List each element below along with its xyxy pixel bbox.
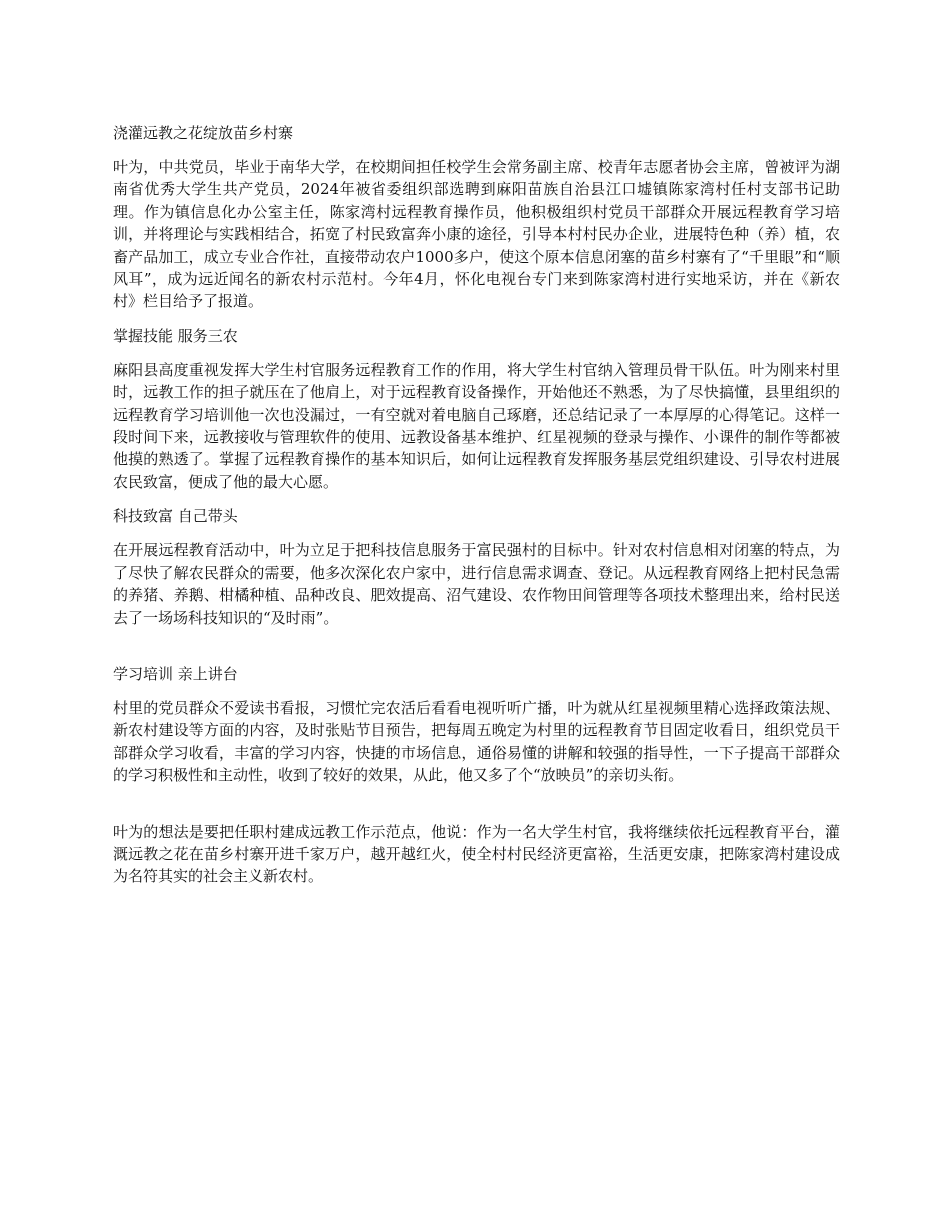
closing-paragraph: 叶为的想法是要把任职村建成远教工作示范点，他说：作为一名大学生村官，我将继续依托远程教育平台，灌溉远教之花在苗乡村寨开进千家万户，越开越红火，使全村村民经济更富裕，生活更安康，把陈家湾村建设成为名符其实的社会主义新农村。 [113,822,840,886]
document-title: 浇灌远教之花绽放苗乡村寨 [113,124,294,142]
section-body-tech: 在开展远程教育活动中，叶为立足于把科技信息服务于富民强村的目标中。针对农村信息相对闭塞的特点，为了尽快了解农民群众的需要，他多次深化农户家中，进行信息需求调查、登记。从远程教育网络上把村民急需的养猪、养鹅、柑橘种植、品种改良、肥效提高、沼气建设、农作物田间管理等各项技术整理出来，给村民送去了一场场科技知识的“及时雨”。 [113,541,840,627]
section-body-skills: 麻阳县高度重视发挥大学生村官服务远程教育工作的作用，将大学生村官纳入管理员骨干队伍。叶为刚来村里时，远教工作的担子就压在了他肩上，对于远程教育设备操作，开始他还不熟悉，为了尽快搞懂，县里组织的远程教育学习培训他一次也没漏过，一有空就对着电脑自己琢磨，还总结记录了一本厚厚的心得笔记。这样一段时间下来，远教接收与管理软件的使用、远教设备基本维护、红星视频的登录与操作、小课件的制作等都被他摸的熟透了。掌握了远程教育操作的基本知识后，如何让远程教育发挥服务基层党组织建设、引导农村进展农民致富，便成了他的最大心愿。 [113,360,840,491]
section-body-training: 村里的党员群众不爱读书看报，习惯忙完农活后看看电视听听广播，叶为就从红星视频里精心选择政策法规、新农村建设等方面的内容，及时张贴节目预告，把每周五晚定为村里的远程教育节目固定收看日，组织党员干部群众学习收看，丰富的学习内容，快捷的市场信息，通俗易懂的讲解和较强的指导性，一下子提高干部群众的学习积极性和主动性，收到了较好的效果，从此，他又多了个“放映员”的亲切头衔。 [113,698,840,785]
section-heading-skills: 掌握技能 服务三农 [113,326,238,345]
document-page [113,122,840,900]
section-heading-training: 学习培训 亲上讲台 [113,664,238,683]
section-heading-tech: 科技致富 自己带头 [113,507,238,526]
intro-paragraph: 叶为，中共党员，毕业于南华大学，在校期间担任校学生会常务副主席、校青年志愿者协会主席，曾被评为湖南省优秀大学生共产党员，2024年被省委组织部选聘到麻阳苗族自治县江口墟镇陈家湾村任村支部书记助理。作为镇信息化办公室主任，陈家湾村远程教育操作员，他积极组织村党员干部群众开展远程教育学习培训，并将理论与实践相结合，拓宽了村民致富奔小康的途径，引导本村村民办企业，进展特色种（养）植，农畜产品加工，成立专业合作社，直接带动农户1000多户，使这个原本信息闭塞的苗乡村寨有了“千里眼”和“顺风耳”，成为远近闻名的新农村示范村。今年4月，怀化电视台专门来到陈家湾村进行实地采访，并在《新农村》栏目给予了报道。 [113,158,840,311]
